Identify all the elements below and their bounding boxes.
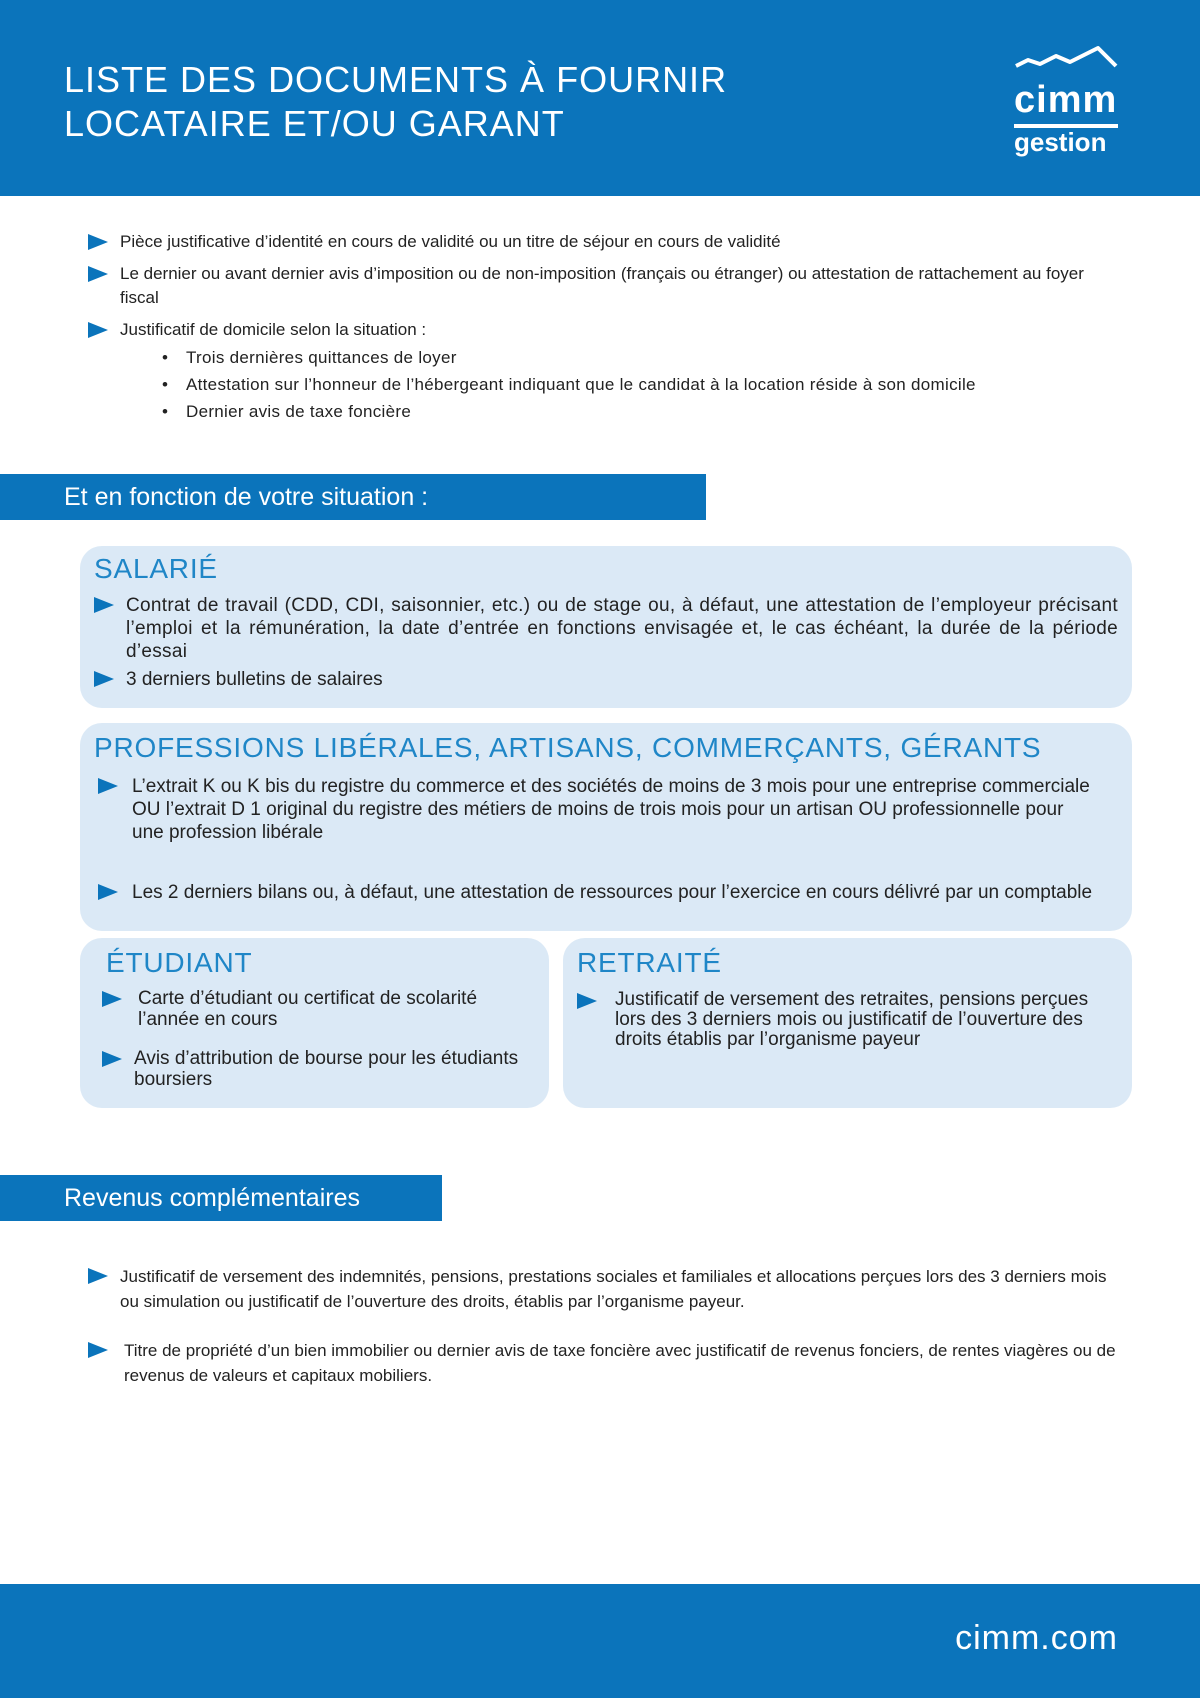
list-item [88,230,1098,254]
list-item [88,1338,1118,1388]
list-item [88,1264,1118,1314]
card-title: SALARIÉ [94,553,218,584]
arrow-right-icon [577,993,597,1009]
card-etudiant [80,938,549,1108]
section-heading-situation: Et en fonction de votre situation : [0,474,706,520]
arrow-right-icon [88,1268,108,1284]
page-title-line2: LOCATAIRE ET/OU GARANT [64,103,565,144]
sub-list-item: • Attestation sur l’honneur de l’hébergeant indiquant que le candidat à la location réside à son domicile [162,371,1098,398]
arrow-right-icon [88,266,108,282]
card-item [577,990,1097,1050]
list-item [88,318,1098,425]
sub-list-item: • Trois dernières quittances de loyer [162,344,1098,371]
card-item-text: L’extrait K ou K bis du registre du commerce et des sociétés de moins de 3 mois pour une entreprise commerciale OU l’extrait D 1 original du registre des métiers de moins de trois mois pour un artisan OU professionnelle pour une profession libérale [132,776,1090,843]
card-item [98,775,1098,844]
arrow-right-icon [94,597,114,613]
card-item-text: Justificatif de versement des retraites, pensions perçues lors des 3 derniers mois ou justificatif de l’ouverture des droits établis par l’organisme payeur [615,989,1089,1050]
arrow-right-icon [98,778,118,794]
arrow-right-icon [98,884,118,900]
arrow-right-icon [94,671,114,687]
sub-list-item: • Dernier avis de taxe foncière [162,398,1098,425]
card-item [94,668,1118,691]
card-item-text: Avis d’attribution de bourse pour les étudiants boursiers [134,1048,519,1090]
card-title: ÉTUDIANT [106,947,253,978]
card-item [102,988,502,1030]
card-title: PROFESSIONS LIBÉRALES, ARTISANS, COMMERÇANTS, GÉRANTS [94,732,1042,763]
website-url[interactable]: cimm.com [955,1619,1118,1657]
logo-wordmark-gestion: gestion [1014,127,1107,157]
card-item [94,594,1118,663]
footer-banner [0,1584,1200,1698]
card-retraite [563,938,1132,1108]
page-title [64,58,727,146]
card-professions [80,723,1132,931]
list-item-text: Pièce justificative d’identité en cours de validité ou un titre de séjour en cours de validité [120,232,781,251]
card-item [102,1048,522,1090]
arrow-right-icon [102,1051,122,1067]
logo-wordmark-cimm: cimm [1014,79,1118,121]
card-item-text: 3 derniers bulletins de salaires [126,669,383,690]
card-item-text: Les 2 derniers bilans ou, à défaut, une attestation de ressources pour l’exercice en cours délivré par un comptable [132,882,1093,903]
list-item-text: Justificatif de versement des indemnités, pensions, prestations sociales et familiales et allocations perçues lors des 3 derniers mois ou simulation ou justificatif de l’ouverture des droits, établis par l’organisme payeur. [120,1267,1107,1311]
section-heading-revenus: Revenus complémentaires [0,1175,442,1221]
card-item-text: Contrat de travail (CDD, CDI, saisonnier, etc.) ou de stage ou, à défaut, une attestation de l’employeur précisant l’emploi et la rémunération, la date d’entrée en fonctions envisagée et, le cas échéant, la durée de la période d’essai [126,595,1118,662]
list-item-text: Titre de propriété d’un bien immobilier ou dernier avis de taxe foncière avec justificatif de revenus fonciers, de rentes viagères ou de revenus de valeurs et capitaux mobiliers. [124,1341,1116,1385]
page-title-line1: LISTE DES DOCUMENTS À FOURNIR [64,59,728,100]
card-title: RETRAITÉ [577,947,722,978]
header-banner [0,0,1200,196]
list-item [88,262,1098,310]
cimm-gestion-logo [1012,44,1122,156]
arrow-right-icon [102,991,122,1007]
arrow-right-icon [88,1342,108,1358]
list-item-text: Justificatif de domicile selon la situation : [120,320,427,339]
arrow-right-icon [88,234,108,250]
domicile-sub-list [162,344,1098,425]
card-item [98,881,1132,904]
card-salarie [80,546,1132,708]
list-item-text: Le dernier ou avant dernier avis d’imposition ou de non-imposition (français ou étranger) ou attestation de rattachement au foyer fiscal [120,264,1084,307]
arrow-right-icon [88,322,108,338]
card-item-text: Carte d’étudiant ou certificat de scolarité l’année en cours [138,988,478,1030]
revenus-list [88,1264,1118,1388]
required-documents-list [88,230,1098,433]
